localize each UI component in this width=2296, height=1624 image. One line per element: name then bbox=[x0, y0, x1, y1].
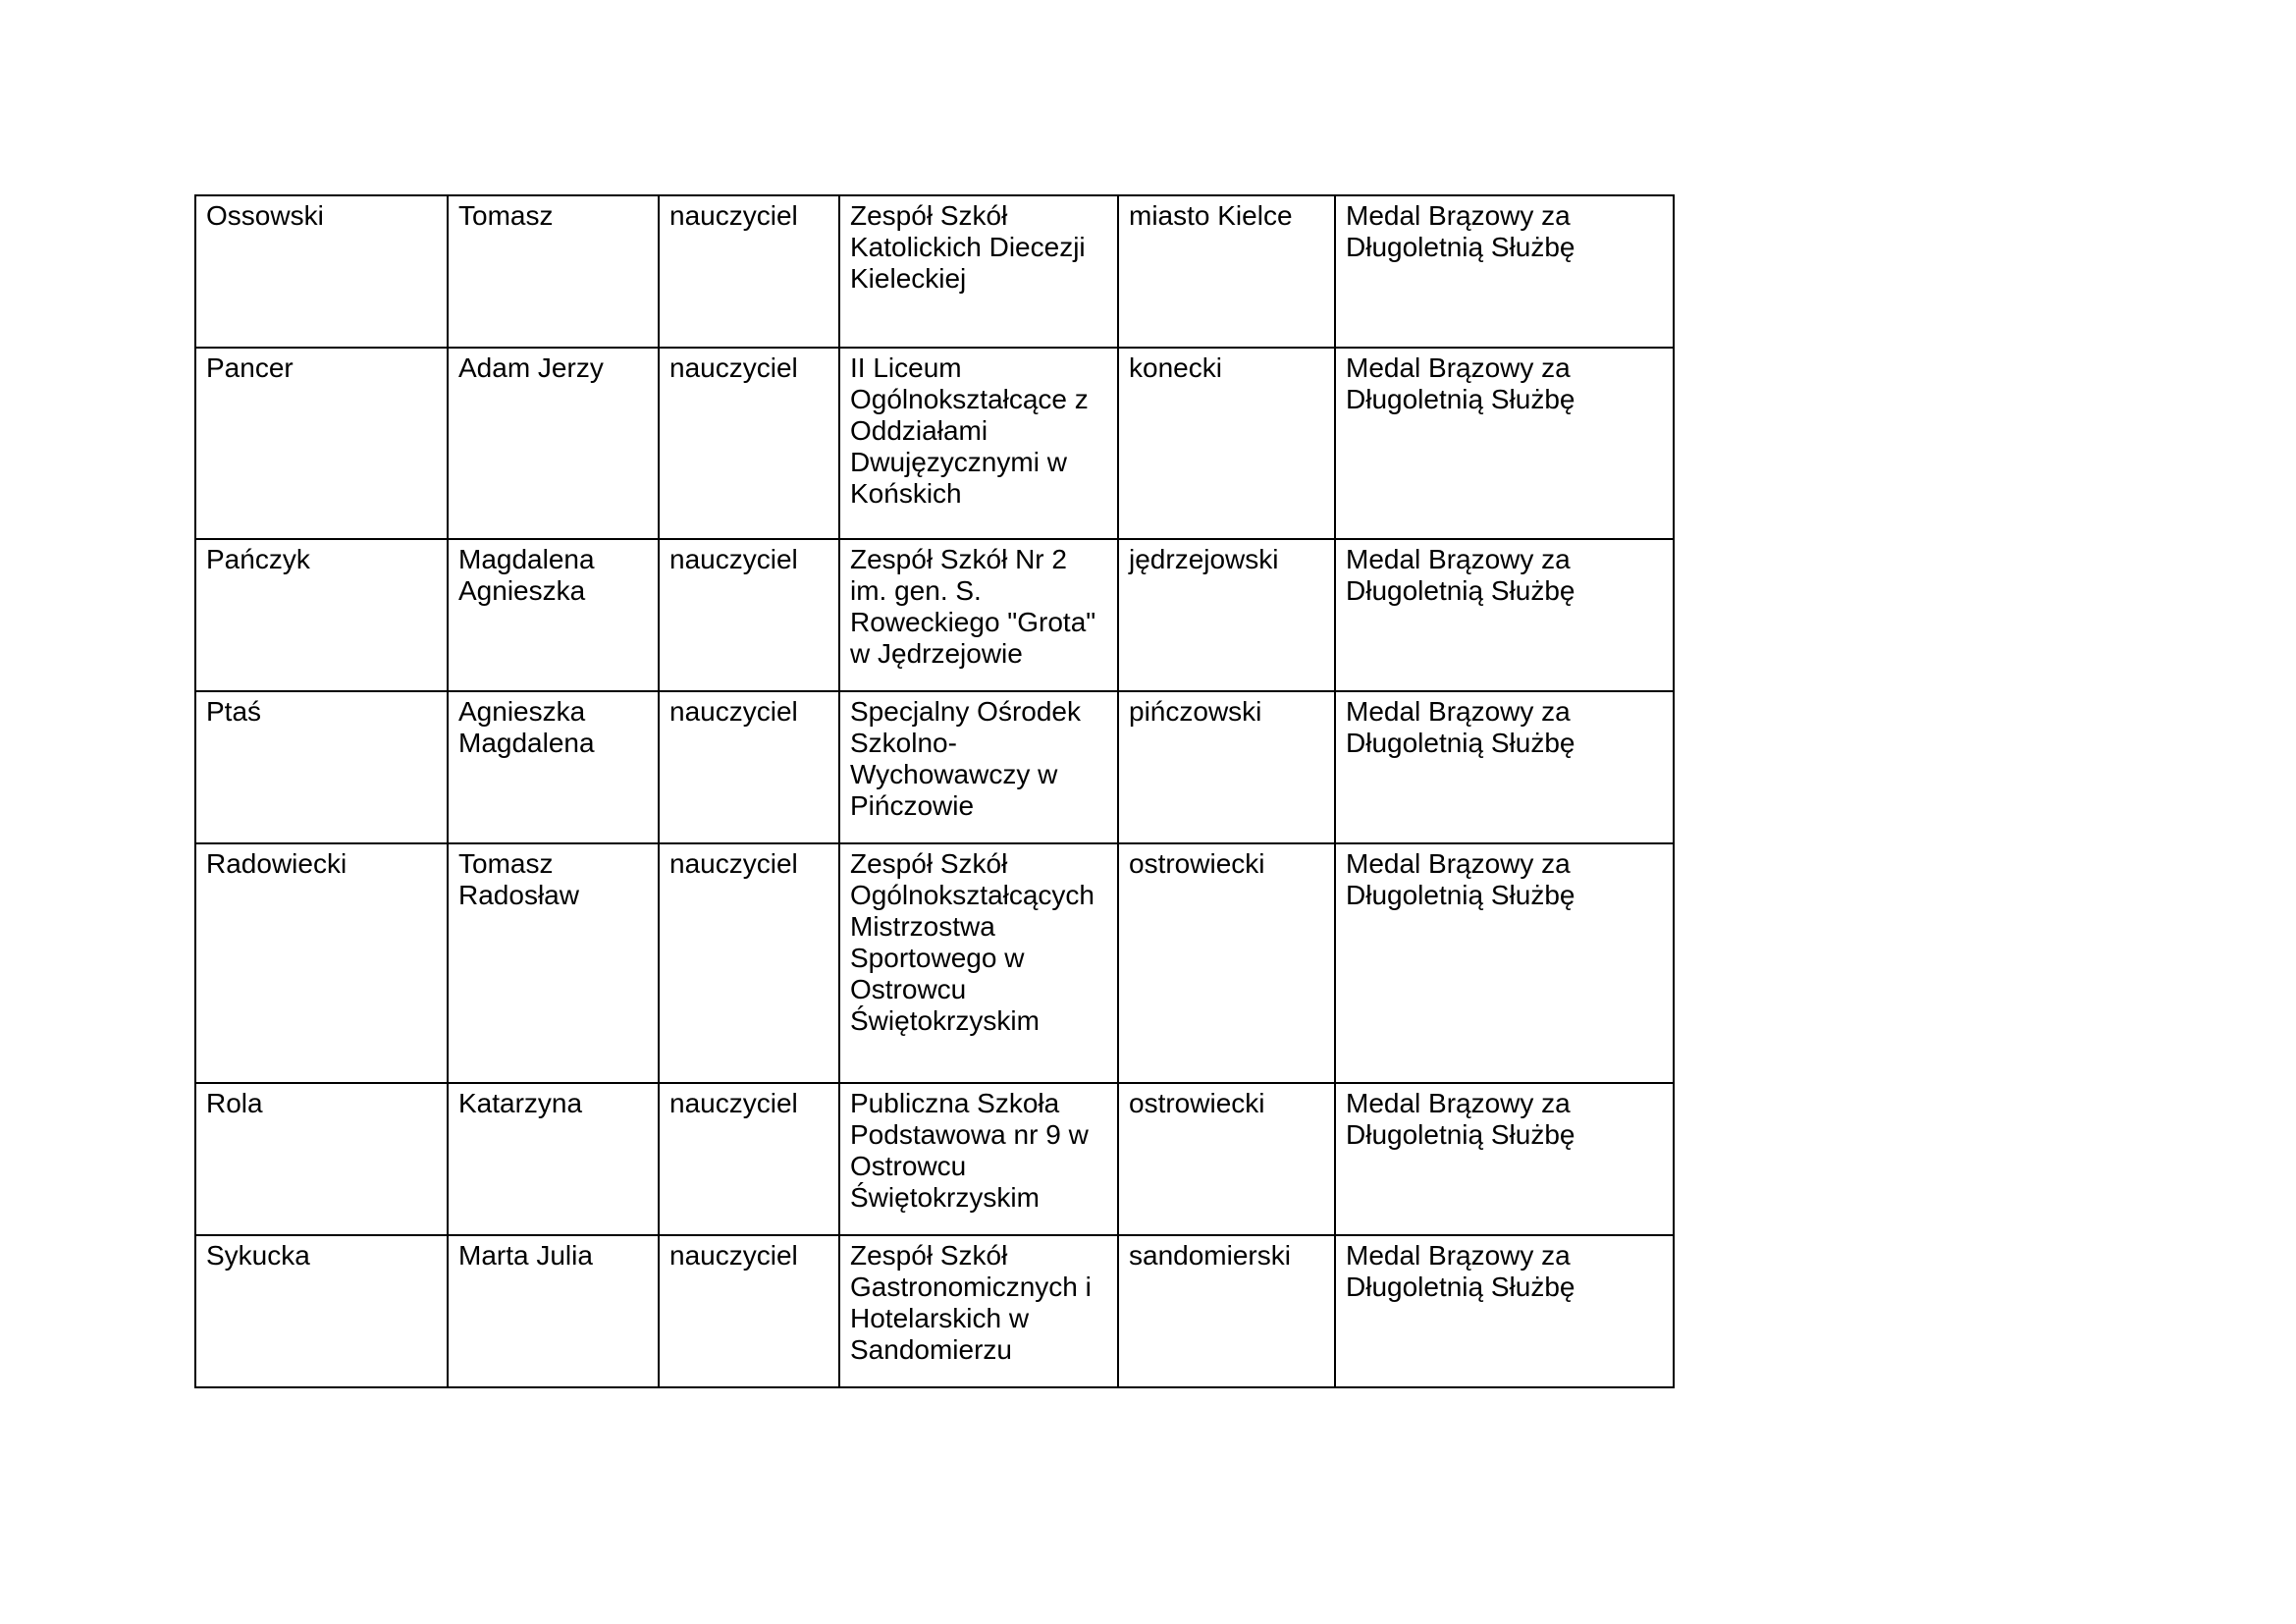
cell-surname: Sykucka bbox=[195, 1235, 448, 1387]
table-row bbox=[195, 195, 1674, 348]
cell-surname: Pańczyk bbox=[195, 539, 448, 691]
cell-school: Publiczna Szkoła Podstawowa nr 9 w Ostrowcu Świętokrzyskim bbox=[839, 1083, 1118, 1235]
cell-district: pińczowski bbox=[1118, 691, 1335, 843]
cell-position: nauczyciel bbox=[659, 1235, 839, 1387]
cell-surname: Ptaś bbox=[195, 691, 448, 843]
cell-district: jędrzejowski bbox=[1118, 539, 1335, 691]
cell-district: ostrowiecki bbox=[1118, 1083, 1335, 1235]
table-row bbox=[195, 843, 1674, 1083]
cell-first-name: Katarzyna bbox=[448, 1083, 659, 1235]
cell-award: Medal Brązowy za Długoletnią Służbę bbox=[1335, 348, 1674, 539]
cell-position: nauczyciel bbox=[659, 539, 839, 691]
table-row bbox=[195, 1235, 1674, 1387]
cell-district: miasto Kielce bbox=[1118, 195, 1335, 348]
cell-district: konecki bbox=[1118, 348, 1335, 539]
cell-award: Medal Brązowy za Długoletnią Służbę bbox=[1335, 1235, 1674, 1387]
cell-first-name: Tomasz Radosław bbox=[448, 843, 659, 1083]
table-row bbox=[195, 691, 1674, 843]
cell-school: Specjalny Ośrodek Szkolno- Wychowawczy w Pińczowie bbox=[839, 691, 1118, 843]
cell-district: ostrowiecki bbox=[1118, 843, 1335, 1083]
table-row bbox=[195, 1083, 1674, 1235]
cell-award: Medal Brązowy za Długoletnią Służbę bbox=[1335, 539, 1674, 691]
cell-position: nauczyciel bbox=[659, 348, 839, 539]
cell-school: Zespół Szkół Gastronomicznych i Hotelarskich w Sandomierzu bbox=[839, 1235, 1118, 1387]
cell-school: Zespół Szkół Ogólnokształcących Mistrzostwa Sportowego w Ostrowcu Świętokrzyskim bbox=[839, 843, 1118, 1083]
cell-award: Medal Brązowy za Długoletnią Służbę bbox=[1335, 843, 1674, 1083]
table-row bbox=[195, 348, 1674, 539]
cell-surname: Radowiecki bbox=[195, 843, 448, 1083]
cell-first-name: Marta Julia bbox=[448, 1235, 659, 1387]
cell-surname: Ossowski bbox=[195, 195, 448, 348]
cell-surname: Pancer bbox=[195, 348, 448, 539]
cell-award: Medal Brązowy za Długoletnią Służbę bbox=[1335, 1083, 1674, 1235]
cell-award: Medal Brązowy za Długoletnią Służbę bbox=[1335, 195, 1674, 348]
cell-position: nauczyciel bbox=[659, 195, 839, 348]
cell-first-name: Agnieszka Magdalena bbox=[448, 691, 659, 843]
cell-first-name: Magdalena Agnieszka bbox=[448, 539, 659, 691]
cell-position: nauczyciel bbox=[659, 1083, 839, 1235]
cell-position: nauczyciel bbox=[659, 843, 839, 1083]
cell-school: Zespół Szkół Katolickich Diecezji Kieleckiej bbox=[839, 195, 1118, 348]
cell-first-name: Adam Jerzy bbox=[448, 348, 659, 539]
cell-first-name: Tomasz bbox=[448, 195, 659, 348]
cell-surname: Rola bbox=[195, 1083, 448, 1235]
cell-school: II Liceum Ogólnokształcące z Oddziałami Dwujęzycznymi w Końskich bbox=[839, 348, 1118, 539]
cell-district: sandomierski bbox=[1118, 1235, 1335, 1387]
cell-position: nauczyciel bbox=[659, 691, 839, 843]
cell-award: Medal Brązowy za Długoletnią Służbę bbox=[1335, 691, 1674, 843]
awards-table bbox=[194, 194, 1675, 1388]
cell-school: Zespół Szkół Nr 2 im. gen. S. Roweckiego "Grota" w Jędrzejowie bbox=[839, 539, 1118, 691]
table-row bbox=[195, 539, 1674, 691]
